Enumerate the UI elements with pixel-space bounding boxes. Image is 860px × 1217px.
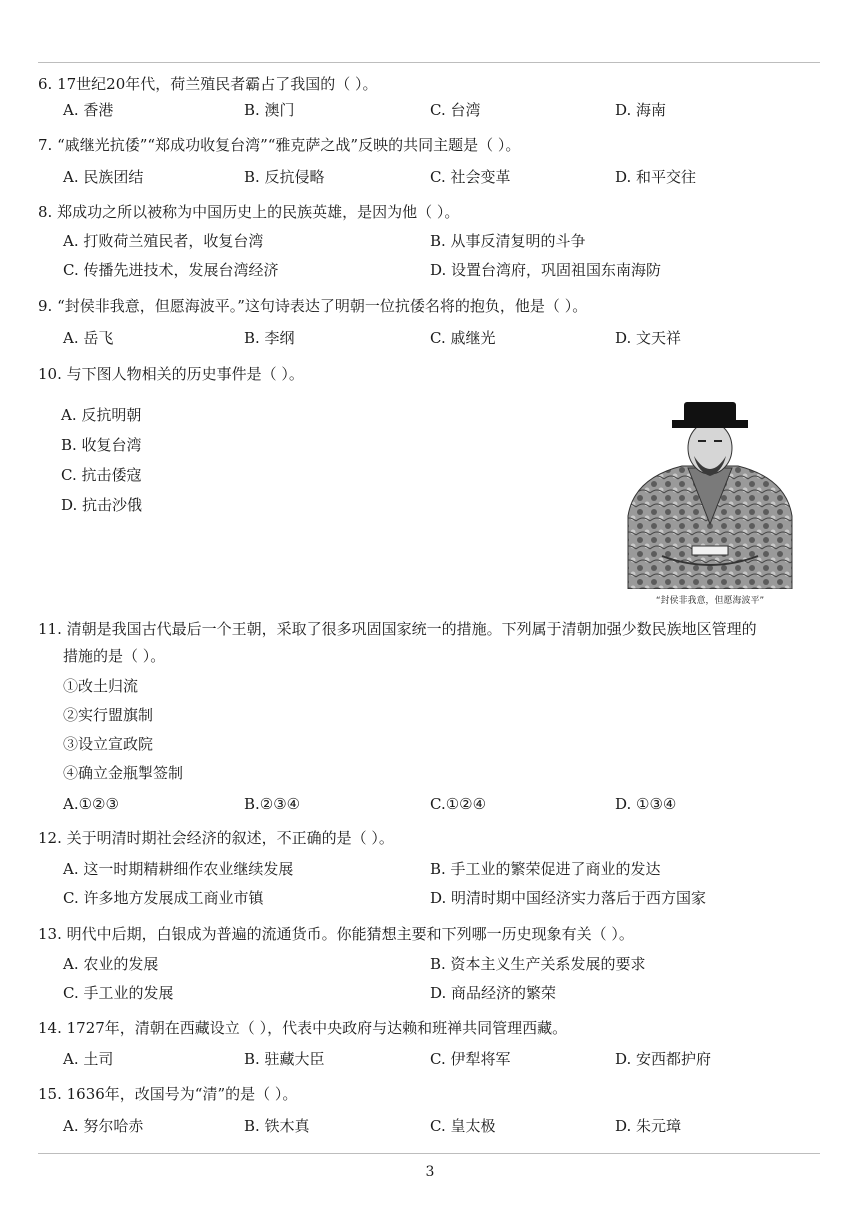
- top-rule: [38, 62, 820, 63]
- q10-option-a: A. 反抗明朝: [61, 406, 142, 424]
- question-10-stem: 10. 与下图人物相关的历史事件是（ ）。: [38, 365, 304, 383]
- q12-option-b: B. 手工业的繁荣促进了商业的发达: [430, 860, 661, 878]
- q11-option-b: B.②③④: [244, 795, 301, 813]
- q11-option-d: D. ①③④: [615, 795, 677, 813]
- qi-jiguang-portrait: [622, 396, 798, 589]
- q11-item-1: ①改土归流: [63, 677, 139, 695]
- q10-option-c: C. 抗击倭寇: [61, 466, 142, 484]
- portrait-caption: “封侯非我意，但愿海波平”: [655, 596, 765, 606]
- q15-option-a: A. 努尔哈赤: [63, 1117, 144, 1135]
- question-9-stem: 9. “封侯非我意，但愿海波平。”这句诗表达了明朝一位抗倭名将的抱负，他是（ ）。: [38, 297, 588, 315]
- question-14-stem: 14. 1727年，清朝在西藏设立（ ），代表中央政府与达赖和班禅共同管理西藏。: [38, 1019, 568, 1037]
- bottom-rule: [38, 1153, 820, 1154]
- question-13-stem: 13. 明代中后期，白银成为普遍的流通货币。你能猜想主要和下列哪一历史现象有关（ ）。: [38, 925, 634, 943]
- q12-option-a: A. 这一时期精耕细作农业继续发展: [63, 860, 294, 878]
- q10-option-b: B. 收复台湾: [61, 436, 142, 454]
- q7-option-b: B. 反抗侵略: [244, 168, 325, 186]
- question-12-stem: 12. 关于明清时期社会经济的叙述，不正确的是（ ）。: [38, 829, 394, 847]
- q14-option-a: A. 土司: [63, 1050, 114, 1068]
- q8-option-c: C. 传播先进技术，发展台湾经济: [63, 261, 279, 279]
- question-7-stem: 7. “戚继光抗倭”“郑成功收复台湾”“雅克萨之战”反映的共同主题是（ ）。: [38, 136, 521, 154]
- q7-option-a: A. 民族团结: [63, 168, 144, 186]
- q6-option-a: A. 香港: [63, 101, 114, 119]
- q9-option-c: C. 戚继光: [430, 329, 496, 347]
- page-number: 3: [425, 1164, 435, 1180]
- q11-option-a: A.①②③: [63, 795, 119, 813]
- q8-option-b: B. 从事反清复明的斗争: [430, 232, 586, 250]
- q7-option-c: C. 社会变革: [430, 168, 511, 186]
- q11-item-4: ④确立金瓶掣签制: [63, 764, 184, 782]
- question-11-stem-line2: 措施的是（ ）。: [63, 647, 166, 665]
- q13-option-d: D. 商品经济的繁荣: [430, 984, 557, 1002]
- q15-option-d: D. 朱元璋: [615, 1117, 682, 1135]
- q6-option-c: C. 台湾: [430, 101, 481, 119]
- q8-option-a: A. 打败荷兰殖民者，收复台湾: [63, 232, 264, 250]
- q9-option-a: A. 岳飞: [63, 329, 114, 347]
- q14-option-c: C. 伊犁将军: [430, 1050, 511, 1068]
- q13-option-b: B. 资本主义生产关系发展的要求: [430, 955, 646, 973]
- q11-option-c: C.①②④: [430, 795, 487, 813]
- question-6-stem: 6. 17世纪20年代，荷兰殖民者霸占了我国的（ ）。: [38, 75, 378, 93]
- question-11-stem-line1: 11. 清朝是我国古代最后一个王朝，采取了很多巩固国家统一的措施。下列属于清朝加强少数民族地区管理的: [38, 620, 757, 638]
- q11-item-3: ③设立宣政院: [63, 735, 154, 753]
- q9-option-d: D. 文天祥: [615, 329, 682, 347]
- q12-option-d: D. 明清时期中国经济实力落后于西方国家: [430, 889, 707, 907]
- q14-option-d: D. 安西都护府: [615, 1050, 712, 1068]
- q7-option-d: D. 和平交往: [615, 168, 697, 186]
- q12-option-c: C. 许多地方发展成工商业市镇: [63, 889, 264, 907]
- q14-option-b: B. 驻藏大臣: [244, 1050, 325, 1068]
- question-15-stem: 15. 1636年，改国号为“清”的是（ ）。: [38, 1085, 298, 1103]
- q15-option-c: C. 皇太极: [430, 1117, 496, 1135]
- q10-option-d: D. 抗击沙俄: [61, 496, 143, 514]
- q9-option-b: B. 李纲: [244, 329, 295, 347]
- q11-item-2: ②实行盟旗制: [63, 706, 154, 724]
- q15-option-b: B. 铁木真: [244, 1117, 310, 1135]
- question-8-stem: 8. 郑成功之所以被称为中国历史上的民族英雄，是因为他（ ）。: [38, 203, 460, 221]
- q13-option-a: A. 农业的发展: [63, 955, 159, 973]
- q6-option-d: D. 海南: [615, 101, 667, 119]
- q6-option-b: B. 澳门: [244, 101, 295, 119]
- q13-option-c: C. 手工业的发展: [63, 984, 174, 1002]
- q8-option-d: D. 设置台湾府，巩固祖国东南海防: [430, 261, 662, 279]
